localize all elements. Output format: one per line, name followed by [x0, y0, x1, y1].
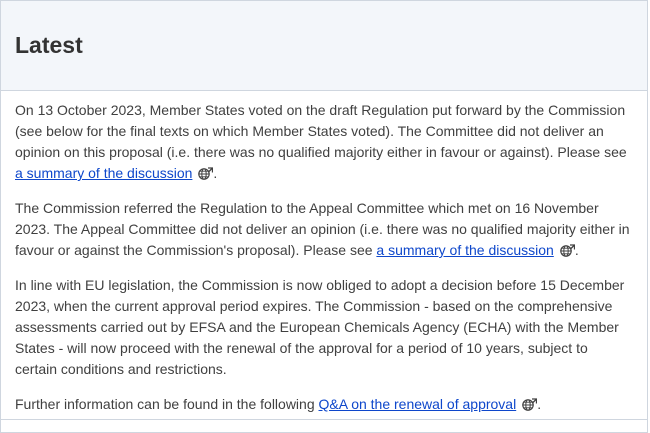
paragraph-end: . — [537, 396, 542, 412]
paragraph-text: Further information can be found in the following — [15, 396, 319, 412]
external-link-globe-icon[interactable] — [559, 243, 575, 257]
panel-header — [1, 1, 647, 91]
paragraph-legislation: In line with EU legislation, the Commission is now obliged to adopt a decision before 15 December 2023, when the current approval period expires. The Commission - based on the comprehensive assessments carried out by EFSA and the European Chemicals Agency (ECHA) with the Member States - will now proceed with the renewal of the approval for a period of 10 years, subject to certain conditions and restrictions. — [15, 277, 625, 377]
external-link-globe-icon[interactable] — [521, 397, 537, 411]
divider — [1, 419, 647, 420]
paragraph-appeal-committee — [15, 198, 633, 261]
summary-discussion-link[interactable]: a summary of the discussion — [15, 165, 193, 181]
paragraph-text: The Commission referred the Regulation to the Appeal Committee which met on 16 November 2023. The Appeal Committee did not deliver an opinion (i.e. there was no qualified majority either in favour or against the Commission's proposal). Please see — [15, 200, 630, 258]
paragraph-text: On 13 October 2023, Member States voted on the draft Regulation put forward by the Commission (see below for the final texts on which Member States voted). The Committee did not deliver an opinion on this proposal (i.e. there was no qualified majority either in favour or against). Please see — [15, 102, 627, 160]
paragraph-further-info — [15, 394, 633, 415]
paragraph-end: . — [574, 242, 579, 258]
paragraph-committee-vote — [15, 100, 633, 184]
paragraph-end: . — [213, 165, 218, 181]
external-link-globe-icon[interactable] — [197, 166, 213, 180]
summary-discussion-link[interactable]: a summary of the discussion — [376, 242, 554, 258]
qa-renewal-link[interactable]: Q&A on the renewal of approval — [318, 396, 517, 412]
panel-body — [1, 91, 647, 415]
panel-title: Latest — [15, 32, 83, 58]
